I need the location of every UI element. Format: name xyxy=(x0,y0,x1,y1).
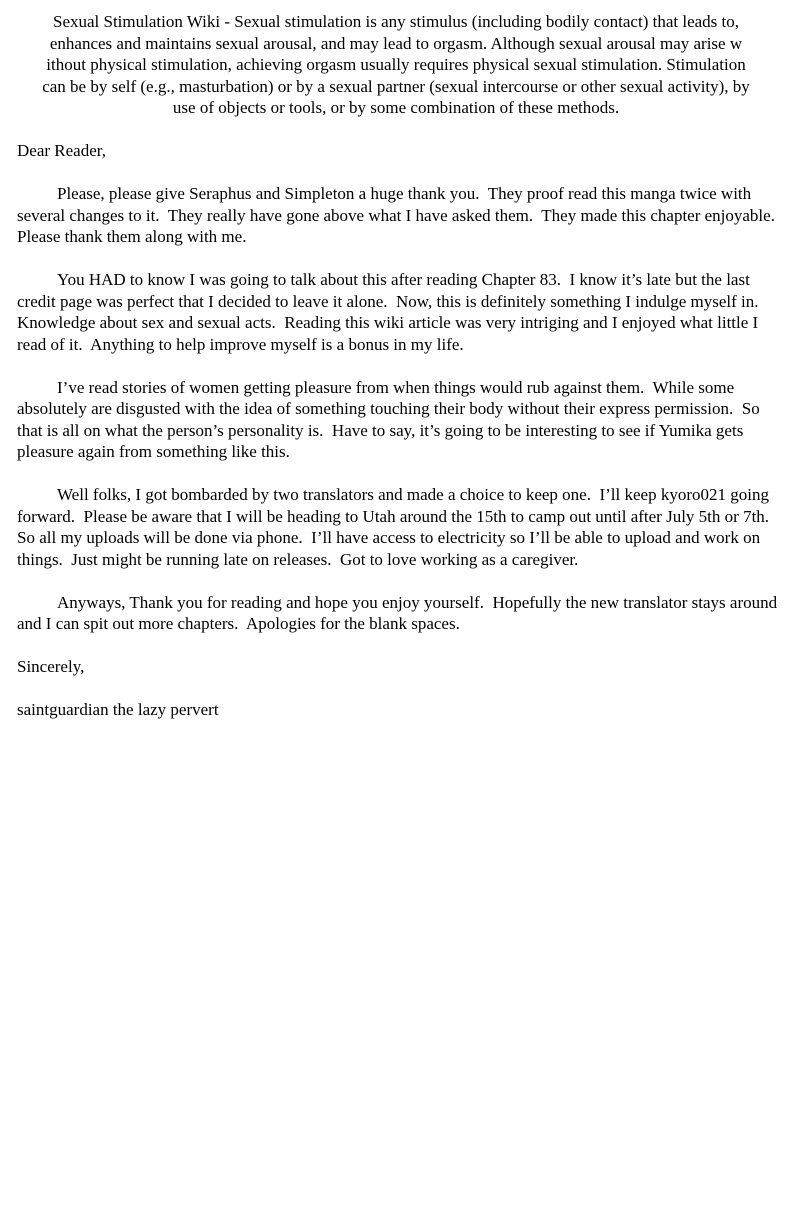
letter-paragraph-translator-news: Well folks, I got bombarded by two translators and made a choice to keep one. I’ll keep kyoro021 going forward. Please be aware that I will be heading to Utah around the 15th to camp out until after July 5th or 7th. So all my uploads will be done via phone. I’ll have access to electricity so I’ll be able to upload and work on things. Just might be running late on releases. Got to love working as a caregiver. xyxy=(17,485,778,569)
letter-paragraph-farewell: Anyways, Thank you for reading and hope you enjoy yourself. Hopefully the new translator stays around and I can spit out more chapters. Apologies for the blank spaces. xyxy=(17,592,782,633)
letter-paragraph-wiki-talk: You HAD to know I was going to talk about this after reading Chapter 83. I know it’s late but the last credit page was perfect that I decided to leave it alone. Now, this is definitely something I indulge myself in. Knowledge about sex and sexual acts. Reading this wiki article was very intriging and I enjoyed what little I read of it. Anything to help improve myself is a bonus in my life. xyxy=(17,270,767,354)
letter-salutation: Dear Reader, xyxy=(17,141,106,160)
letter-paragraph-thanks: Please, please give Seraphus and Simpleton a huge thank you. They proof read this manga twice with several changes to it. They really have gone above what I have asked them. They made this chapter enjoyable. Please thank them along with me. xyxy=(17,184,784,246)
letter-paragraph-stories: I’ve read stories of women getting pleasure from when things would rub against them. While some absolutely are disgusted with the idea of something touching their body without their express permission. So that is all on what the person’s personality is. Have to say, it’s going to be interesting to see if Yumika gets pleasure again from something like this. xyxy=(17,377,764,461)
reader-letter xyxy=(17,140,784,721)
wiki-excerpt-line: ithout physical stimulation, achieving orgasm usually requires physical sexual stimulation. Stimulation xyxy=(46,55,746,74)
wiki-excerpt-line: enhances and maintains sexual arousal, and may lead to orgasm. Although sexual arousal may arise w xyxy=(49,33,743,53)
letter-closing: Sincerely, xyxy=(17,657,85,676)
letter-signature: saintguardian the lazy pervert xyxy=(17,700,219,719)
wiki-excerpt-header xyxy=(28,0,764,119)
wiki-excerpt-line: Sexual Stimulation Wiki - Sexual stimulation is any stimulus (including bodily contact) that leads to, xyxy=(52,12,739,31)
wiki-excerpt-line: can be by self (e.g., masturbation) or by a sexual partner (sexual intercourse or other sexual activity), by xyxy=(42,76,750,96)
wiki-excerpt-line: use of objects or tools, or by some combination of these methods. xyxy=(172,98,620,117)
